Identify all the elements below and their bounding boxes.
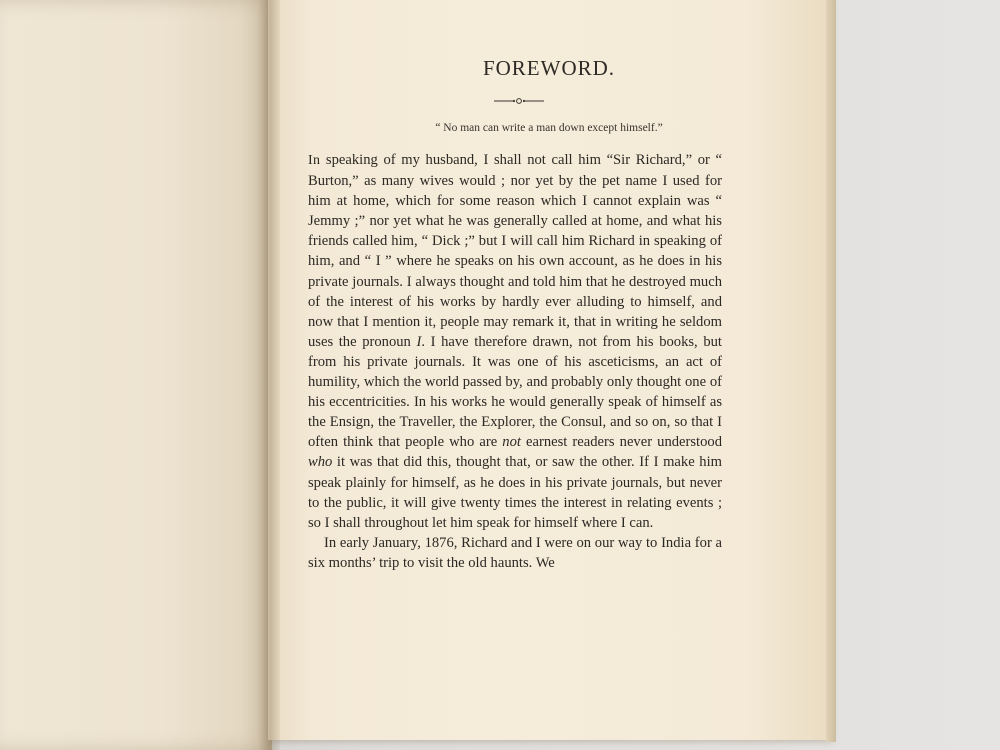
ornament-divider-icon (494, 94, 544, 108)
page-stack-edge (826, 0, 836, 742)
page-heading: FOREWORD. (482, 56, 616, 80)
book-gutter (258, 0, 280, 750)
paragraph-2: In early January, 1876, Richard and I were on our way to India for a six months’ trip to visit the old haunts. We (308, 534, 722, 571)
right-page (268, 0, 830, 740)
epigraph: “ No man can write a man down except himself.” (435, 122, 663, 134)
paragraph-1: In speaking of my husband, I shall not call him “Sir Richard,” or “ Burton,” as many wives would ; nor yet by the pet name I used for him at home, which for some reason which I cannot explain was “ Jemmy ;” nor yet what he was generally called at home, and what his friends called him, “ Dick ;” but I will call him Richard in speaking of him, and “ I ” where he speaks on his own account, as he does in his private journals. I always thought and told him that he destroyed much of the interest of his works by hardly ever alluding to himself, and now that I mention it, people may remark it, that in writing he seldom uses the pronoun I. I have therefore drawn, not from his books, but from his private journals. It was one of his asceticisms, an act of humility, which the world passed by, and probably only thought one of his eccentricities. In his works he would generally speak of himself as the Ensign, the Traveller, the Explorer, the Consul, and so on, so that I often think that people who are not earnest readers never understood who it was that did this, thought that, or saw the other. If I make him speak plainly for himself, as he does in his private journals, but never to the public, it will give twenty times the interest in relating events ; so I shall throughout let him speak for himself where I can. (308, 152, 722, 531)
left-page (0, 0, 272, 750)
lead-word: In (308, 153, 321, 168)
body-text (308, 150, 722, 573)
